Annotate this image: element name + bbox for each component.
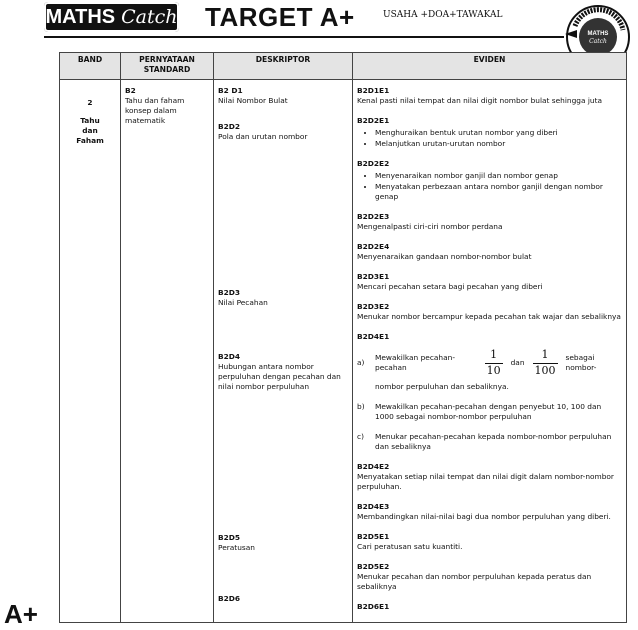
ps-text: Tahu dan faham konsep dalam matematik [125,95,185,125]
eviden-b2d4e3 [357,502,622,522]
eviden-cell [353,80,627,623]
e52-code: B2D5E2 [357,562,390,572]
fraction-denominator: 10 [486,363,501,377]
fraction-numerator: 1 [533,348,558,364]
deskriptor-cell [214,80,353,623]
e51-text: Cari peratusan satu kuantiti. [357,542,463,552]
list-item: • Menyatakan perbezaan antara nombor ganjil dengan nombor genap [375,182,622,202]
e32-code: B2D3E2 [357,301,390,311]
motto-text: USAHA +DOA+TAWAKAL [383,10,503,20]
d6-code: B2D6 [218,594,241,603]
header-eviden: EVIDEN [353,53,627,80]
eviden-b2d4e2 [357,462,622,492]
logo-sub-text: Catch [121,6,178,28]
pernyataan-cell [121,80,214,623]
band-cell [60,80,121,623]
e1-text: Kenal pasti nilai tempat dan nilai digit nombor bulat sehingga juta [357,95,603,105]
e24-text: Menyenaraikan gandaan nombor-nombor bulat [357,251,532,261]
band-label-2: dan [82,125,98,135]
e41-b-text: Mewakilkan pecahan-pecahan dengan penyebut 10, 100 dan 1000 sebagai nombor-nombor perpuluhan [375,402,602,422]
e41-a-pre: Mewakilkan pecahan-pecahan [375,353,455,373]
logo-main-text: MATHS [45,5,116,28]
eviden-b2d3e1 [357,272,622,292]
svg-text:Catch: Catch [589,38,607,45]
header-pernyataan: PERNYATAAN STANDARD [121,53,214,80]
e41-item-a [357,348,622,379]
svg-text:MATHS: MATHS [587,31,609,37]
eviden-b2d2e4 [357,242,622,262]
table-header-row [60,53,627,80]
d4-code: B2D4 [218,352,241,361]
d3-text: Nilai Pecahan [218,297,268,307]
fraction-denominator: 100 [534,363,556,377]
e41-item-c [357,432,622,452]
ps-code: B2 [125,86,136,95]
page-header [0,0,638,44]
e41-a-label: a) [357,358,365,368]
header-underline [44,36,564,38]
eviden-b2d2e1 [357,116,622,149]
d1-code: B2 D1 [218,86,243,95]
standard-table [59,52,627,623]
header-band: BAND [60,53,121,80]
e52-text: Menukar pecahan dan nombor perpuluhan kepada peratus dan sebaliknya [357,572,592,592]
d5-text: Peratusan [218,542,255,552]
e31-code: B2D3E1 [357,271,390,281]
d5-code: B2D5 [218,533,241,542]
aplus-logo: A+ [4,599,38,629]
band-number: 2 [87,98,93,107]
e22-code: B2D2E2 [357,158,390,168]
e41-c-label: c) [357,432,364,442]
d4-text: Hubungan antara nombor perpuluhan dengan pecahan dan nilai nombor perpuluhan [218,361,341,391]
eviden-b2d3e2 [357,302,622,322]
e41-code: B2D4E1 [357,331,390,341]
fraction-numerator: 1 [485,348,503,364]
e32-text: Menukar nombor bercampur kepada pecahan tak wajar dan sebaliknya [357,311,621,321]
band-label-3: Faham [76,135,104,145]
e51-code: B2D5E1 [357,532,390,542]
e41-a-post: sebagai nombor- [565,353,597,373]
e23-code: B2D2E3 [357,211,390,221]
maths-catch-logo [44,2,179,32]
eviden-b2d1e1 [357,86,622,106]
band-label-1: Tahu [80,115,100,125]
e41-b-label: b) [357,402,365,412]
e42-text: Menyatakan setiap nilai tempat dan nilai digit dalam nombor-nombor perpuluhan. [357,472,614,492]
eviden-b2d4e1 [357,332,622,453]
e41-a-cont: nombor perpuluhan dan sebaliknya. [375,382,509,392]
fraction-1-10 [485,348,503,379]
list-item: • Menyenaraikan nombor ganjil dan nombor genap [375,171,622,181]
eviden-b2d5e2 [357,562,622,592]
d2-code: B2D2 [218,122,241,131]
d2-text: Pola dan urutan nombor [218,131,308,141]
e41-item-b [357,402,622,422]
e1-code: B2D1E1 [357,86,390,95]
e61-code: B2D6E1 [357,602,390,612]
table-row [60,80,627,623]
e41-c-text: Menukar pecahan-pecahan kepada nombor-nombor perpuluhan dan sebaliknya [375,432,612,452]
e31-text: Mencari pecahan setara bagi pecahan yang diberi [357,281,543,291]
d1-text: Nilai Nombor Bulat [218,95,288,105]
fraction-1-100 [533,348,558,379]
e21-code: B2D2E1 [357,115,390,125]
eviden-b2d5e1 [357,532,622,552]
eviden-b2d2e3 [357,212,622,232]
list-item: • Menghuraikan bentuk urutan nombor yang diberi [375,128,622,138]
e23-text: Mengenalpasti ciri-ciri nombor perdana [357,221,503,231]
e43-text: Membandingkan nilai-nilai bagi dua nombor perpuluhan yang diberi. [357,512,611,522]
target-title: TARGET A+ [205,2,355,32]
e24-code: B2D2E4 [357,241,390,251]
eviden-b2d6e1 [357,602,622,612]
header-deskriptor: DESKRIPTOR [214,53,353,80]
list-item: • Melanjutkan urutan-urutan nombor [375,139,622,149]
e42-code: B2D4E2 [357,462,390,472]
e43-code: B2D4E3 [357,502,390,512]
d3-code: B2D3 [218,288,241,297]
eviden-b2d2e2 [357,159,622,202]
e41-a-mid: dan [510,358,525,368]
